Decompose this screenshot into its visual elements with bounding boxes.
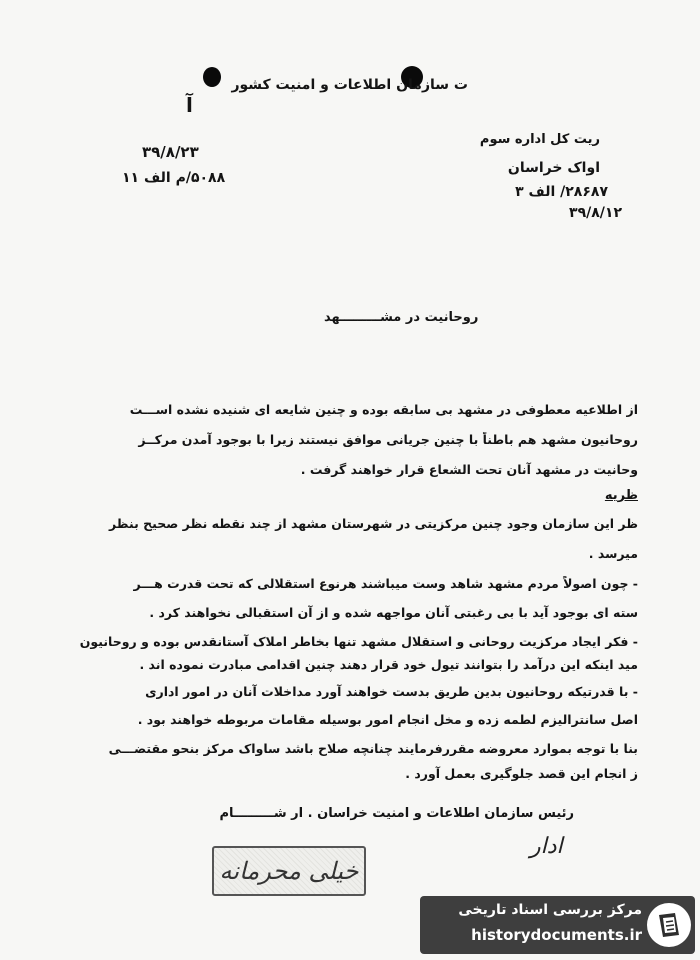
watermark-title: مرکز بررسی اسناد تاریخی xyxy=(458,902,642,918)
punch-hole-left xyxy=(203,67,221,87)
body-line: - با قدرتیکه روحانیون بدین طریق بدست خواهند آورد مداخلات آنان در امور اداری xyxy=(145,684,638,699)
office: اواک خراسان xyxy=(507,160,600,176)
watermark-url: historydocuments.ir xyxy=(471,926,642,944)
classification-stamp: خیلی محرمانه xyxy=(212,846,366,896)
handwritten-initials: ادار xyxy=(530,834,563,859)
body-line: از اطلاعیه معطوفی در مشهد بی سابقه بوده و چنین شایعه ای شنیده نشده اســـت xyxy=(129,402,638,417)
org-title: ت سازمان اطلاعات و امنیت کشور xyxy=(231,77,468,93)
date-left: ۳۹/۸/۲۳ xyxy=(142,143,199,161)
body-line: ظر این سازمان وجود چنین مرکزیتی در شهرستان مشهد از چند نقطه نظر صحیح بنظر xyxy=(109,516,638,531)
body-line: سته ای بوجود آید با بی رغبتی آنان مواجهه شده و از آن استقبالی نخواهند کرد . xyxy=(149,605,638,620)
document-archive-icon xyxy=(645,901,693,949)
body-line: روحانیون مشهد هم باطناً با چنین جریانی موافق نیستند زیرا با بوجود آمدن مرکــز xyxy=(138,432,638,447)
reference-number: ۲۸۶۸۷/ الف ۳ xyxy=(515,184,608,200)
body-line: - چون اصولاً مردم مشهد شاهد وست میباشند هرنوع استقلالی که تحت قدرت هـــر xyxy=(133,576,638,591)
body-line: وحانیت در مشهد آنان تحت الشعاع قرار خواهند گرفت . xyxy=(300,462,638,477)
department: ریت کل اداره سوم xyxy=(479,132,600,147)
body-heading: ظریه xyxy=(604,488,638,503)
date-right: ۳۹/۸/۱۲ xyxy=(569,205,622,221)
body-line: ز انجام این قصد جلوگیری بعمل آورد . xyxy=(405,766,638,781)
body-line: مید اینکه این درآمد را بتوانند تیول خود قرار دهند چنین اقدامی مبادرت نموده اند . xyxy=(139,657,638,672)
header-mark: آ xyxy=(186,93,193,117)
number-left: ۵۰۸۸/م الف ۱۱ xyxy=(122,170,226,186)
body-line: اصل سانترالیزم لطمه زده و مخل انجام امور بوسیله مقامات مربوطه خواهند بود . xyxy=(137,712,638,727)
body-line: - فکر ایجاد مرکزیت روحانی و استقلال مشهد تنها بخاطر املاک آستانقدس بوده و روحانیون xyxy=(79,634,638,649)
body-line: بنا با توجه بموارد معروضه مقررفرمایند چنانچه صلاح باشد ساواک مرکز بنحو مقتضـــی xyxy=(108,741,638,756)
signature-line: رئیس سازمان اطلاعات و امنیت خراسان . ار شـــــــــام xyxy=(219,806,574,821)
subject-line: روحانیت در مشـــــــــهد xyxy=(324,310,479,325)
body-line: میرسد . xyxy=(588,546,638,561)
